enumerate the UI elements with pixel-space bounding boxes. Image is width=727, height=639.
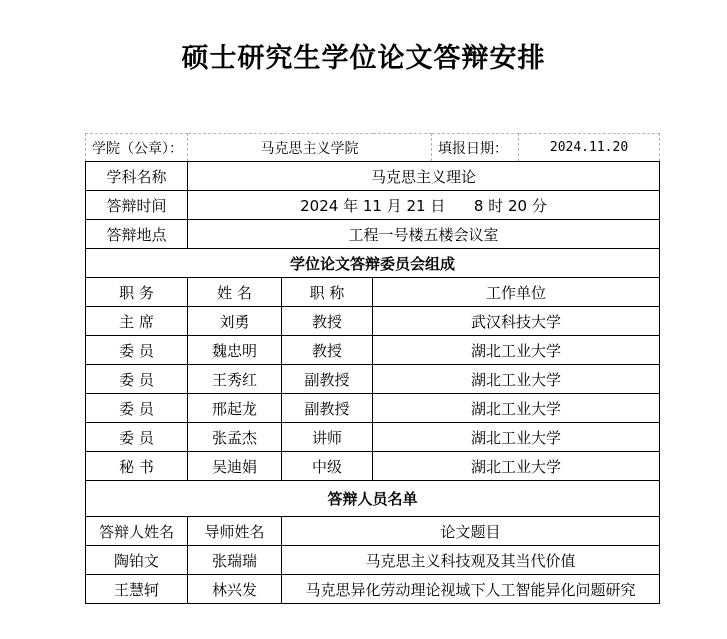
member-unit: 武汉科技大学	[373, 307, 660, 336]
member-role: 委 员	[86, 394, 188, 423]
member-name: 王秀红	[188, 365, 282, 394]
member-unit: 湖北工业大学	[373, 336, 660, 365]
defenders-col-student: 答辩人姓名	[86, 517, 188, 546]
date-value: 2024.11.20	[519, 134, 660, 162]
time-value: 2024 年 11 月 21 日 8 时 20 分	[188, 191, 660, 220]
member-title: 副教授	[282, 365, 373, 394]
defenders-columns-row	[86, 517, 660, 546]
date-label: 填报日期：	[432, 134, 519, 162]
member-unit: 湖北工业大学	[373, 394, 660, 423]
defender-row	[86, 546, 660, 575]
place-label: 答辩地点	[86, 220, 188, 249]
member-unit: 湖北工业大学	[373, 452, 660, 481]
defender-thesis: 马克思异化劳动理论视域下人工智能异化问题研究	[282, 575, 660, 604]
committee-col-title: 职 称	[282, 278, 373, 307]
defenders-section-title: 答辩人员名单	[86, 481, 660, 517]
committee-columns-row	[86, 278, 660, 307]
committee-row	[86, 307, 660, 336]
committee-row	[86, 394, 660, 423]
defenders-col-thesis: 论文题目	[282, 517, 660, 546]
member-name: 吴迪娟	[188, 452, 282, 481]
college-value: 马克思主义学院	[188, 134, 432, 162]
member-unit: 湖北工业大学	[373, 423, 660, 452]
member-role: 秘 书	[86, 452, 188, 481]
committee-col-unit: 工作单位	[373, 278, 660, 307]
member-name: 刘勇	[188, 307, 282, 336]
header-row	[86, 134, 660, 162]
committee-section-title: 学位论文答辩委员会组成	[86, 249, 660, 278]
defender-advisor: 林兴发	[188, 575, 282, 604]
member-name: 张孟杰	[188, 423, 282, 452]
member-title: 教授	[282, 336, 373, 365]
member-title: 中级	[282, 452, 373, 481]
page-title: 硕士研究生学位论文答辩安排	[181, 43, 546, 74]
committee-row	[86, 336, 660, 365]
member-title: 副教授	[282, 394, 373, 423]
member-role: 委 员	[86, 365, 188, 394]
discipline-row	[86, 162, 660, 191]
member-title: 教授	[282, 307, 373, 336]
defender-student: 陶铂文	[86, 546, 188, 575]
member-unit: 湖北工业大学	[373, 365, 660, 394]
member-name: 魏忠明	[188, 336, 282, 365]
defender-advisor: 张瑞瑞	[188, 546, 282, 575]
member-role: 委 员	[86, 336, 188, 365]
committee-section-row	[86, 249, 660, 278]
college-label: 学院（公章）：	[86, 134, 188, 162]
member-title: 讲师	[282, 423, 373, 452]
place-row	[86, 220, 660, 249]
discipline-label: 学科名称	[86, 162, 188, 191]
committee-col-name: 姓 名	[188, 278, 282, 307]
discipline-value: 马克思主义理论	[188, 162, 660, 191]
defender-row	[86, 575, 660, 604]
member-name: 邢起龙	[188, 394, 282, 423]
defender-student: 王慧轲	[86, 575, 188, 604]
defenders-section-row	[86, 481, 660, 517]
place-value: 工程一号楼五楼会议室	[188, 220, 660, 249]
committee-row	[86, 365, 660, 394]
committee-col-role: 职 务	[86, 278, 188, 307]
member-role: 主 席	[86, 307, 188, 336]
defender-thesis: 马克思主义科技观及其当代价值	[282, 546, 660, 575]
committee-row	[86, 452, 660, 481]
time-row	[86, 191, 660, 220]
defenders-col-advisor: 导师姓名	[188, 517, 282, 546]
time-label: 答辩时间	[86, 191, 188, 220]
defense-schedule-table	[85, 133, 660, 604]
member-role: 委 员	[86, 423, 188, 452]
committee-row	[86, 423, 660, 452]
